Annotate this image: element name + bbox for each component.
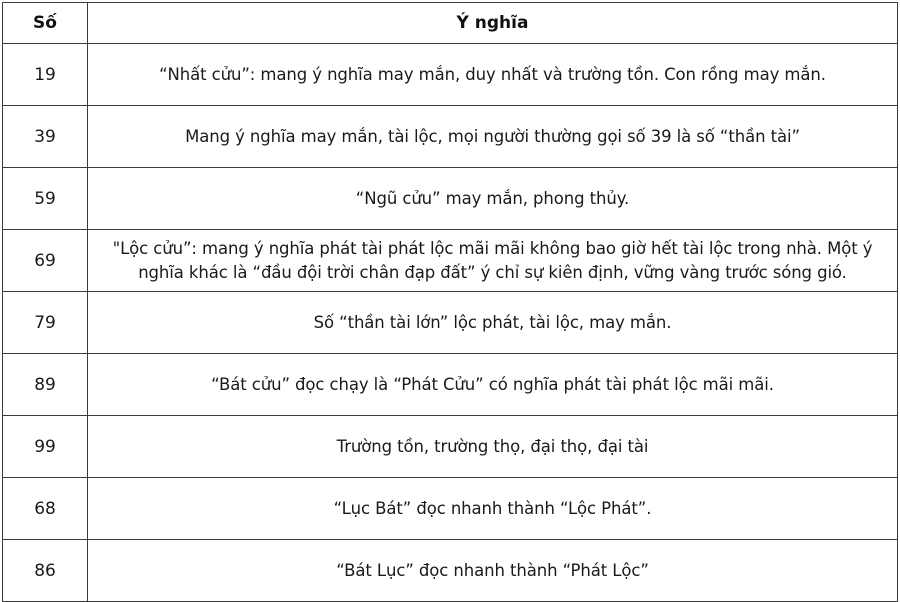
table-row bbox=[3, 478, 898, 540]
table-row bbox=[3, 540, 898, 602]
table-row bbox=[3, 354, 898, 416]
row-number: 99 bbox=[3, 416, 88, 478]
table-row bbox=[3, 230, 898, 292]
row-meaning: “Ngũ cửu” may mắn, phong thủy. bbox=[88, 168, 898, 230]
header-row bbox=[3, 3, 898, 44]
row-number: 59 bbox=[3, 168, 88, 230]
table-row bbox=[3, 168, 898, 230]
row-number: 39 bbox=[3, 106, 88, 168]
row-meaning: “Lục Bát” đọc nhanh thành “Lộc Phát”. bbox=[88, 478, 898, 540]
row-meaning: “Bát cửu” đọc chạy là “Phát Cửu” có nghĩa phát tài phát lộc mãi mãi. bbox=[88, 354, 898, 416]
row-meaning: "Lộc cửu”: mang ý nghĩa phát tài phát lộc mãi mãi không bao giờ hết tài lộc trong nhà. Một ý nghĩa khác là “đầu đội trời chân đạp đất” ý chỉ sự kiên định, vững vàng trước sóng gió. bbox=[88, 230, 898, 292]
number-meaning-table-container bbox=[2, 2, 897, 597]
row-meaning: Số “thần tài lớn” lộc phát, tài lộc, may mắn. bbox=[88, 292, 898, 354]
row-number: 79 bbox=[3, 292, 88, 354]
row-meaning: “Nhất cửu”: mang ý nghĩa may mắn, duy nhất và trường tồn. Con rồng may mắn. bbox=[88, 44, 898, 106]
row-number: 86 bbox=[3, 540, 88, 602]
table-header bbox=[3, 3, 898, 44]
table-row bbox=[3, 106, 898, 168]
row-number: 89 bbox=[3, 354, 88, 416]
row-meaning: “Bát Lục” đọc nhanh thành “Phát Lộc” bbox=[88, 540, 898, 602]
row-number: 69 bbox=[3, 230, 88, 292]
row-meaning: Trường tồn, trường thọ, đại thọ, đại tài bbox=[88, 416, 898, 478]
table-body bbox=[3, 44, 898, 602]
table-row bbox=[3, 44, 898, 106]
row-meaning: Mang ý nghĩa may mắn, tài lộc, mọi người thường gọi số 39 là số “thần tài” bbox=[88, 106, 898, 168]
row-number: 68 bbox=[3, 478, 88, 540]
header-meaning: Ý nghĩa bbox=[88, 3, 898, 44]
header-number: Số bbox=[3, 3, 88, 44]
number-meaning-table bbox=[2, 2, 898, 602]
table-row bbox=[3, 416, 898, 478]
table-row bbox=[3, 292, 898, 354]
row-number: 19 bbox=[3, 44, 88, 106]
